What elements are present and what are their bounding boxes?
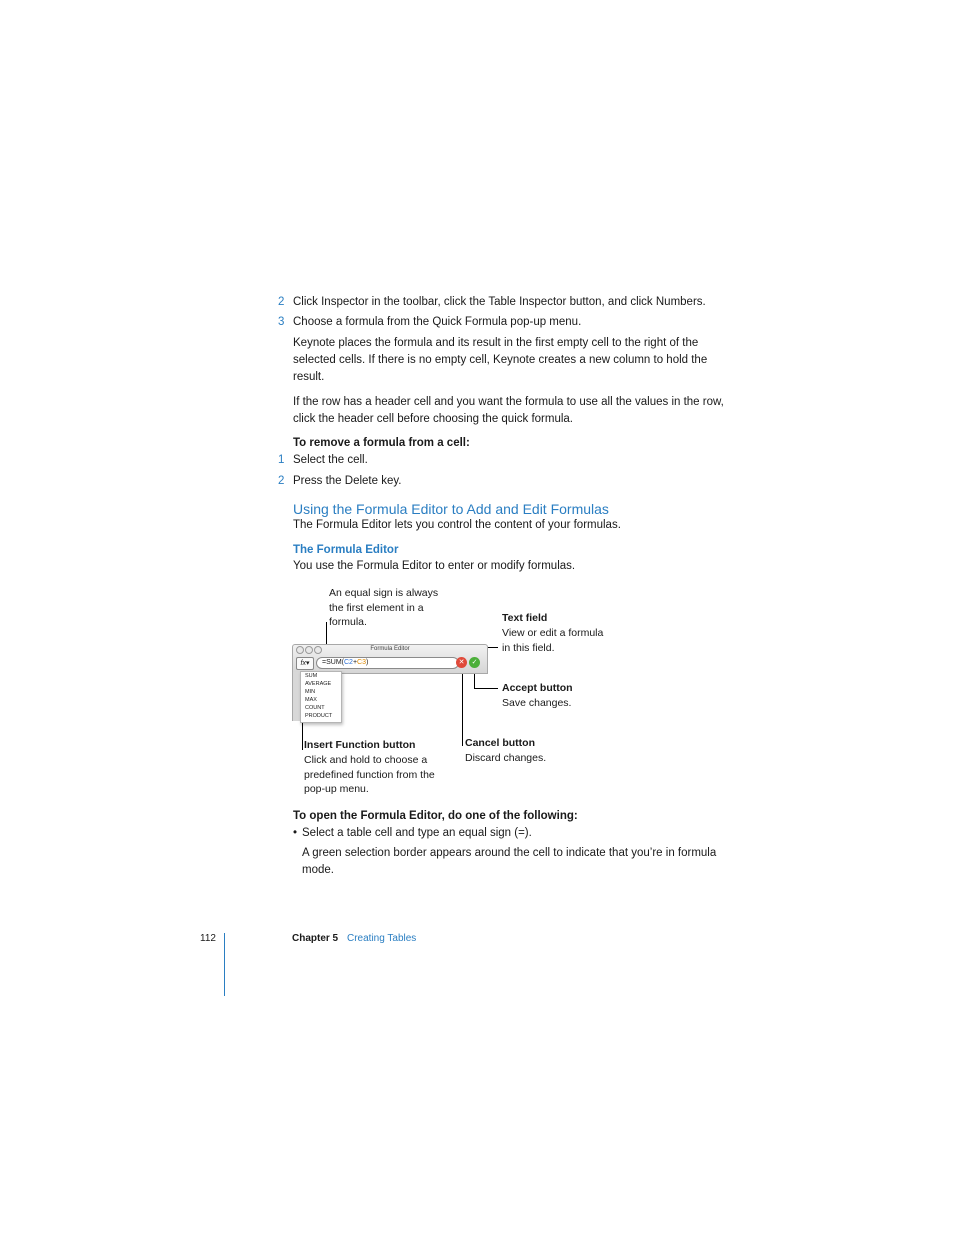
formula-operator: + <box>352 659 358 666</box>
callout-equal-sign: An equal sign is always the first element in a formula. <box>329 587 439 629</box>
callout-text-field-desc: View or edit a formula in this field. <box>502 627 604 654</box>
formula-equal-sign: = <box>322 659 327 666</box>
callout-text-field-title: Text field <box>502 612 548 624</box>
menu-item-max[interactable]: MAX <box>305 697 317 703</box>
footer-rule <box>224 933 225 996</box>
callout-insert-function-desc: Click and hold to choose a predefined function from the pop-up menu. <box>304 754 435 796</box>
formula-ref-1: C2 <box>343 659 353 666</box>
function-popup-menu <box>300 671 342 723</box>
bullet-1-follow: A green selection border appears around the cell to indicate that you’re in formula mode. <box>302 847 717 876</box>
menu-item-product[interactable]: PRODUCT <box>305 713 333 719</box>
callout-cancel-desc: Discard changes. <box>465 752 547 764</box>
leader-accept-h <box>474 688 498 689</box>
menu-item-sum[interactable]: SUM <box>305 673 318 679</box>
remove-step-1-number: 1 <box>278 454 285 466</box>
x-icon: ✕ <box>458 659 465 666</box>
step-2-text: Click Inspector in the toolbar, click the Table Inspector button, and click Numbers. <box>293 296 706 308</box>
page-number: 112 <box>200 933 216 944</box>
subsection-intro: You use the Formula Editor to enter or modify formulas. <box>293 560 576 572</box>
bullet-1-text: Select a table cell and type an equal sign (=). <box>302 827 532 839</box>
menu-item-min[interactable]: MIN <box>305 689 316 695</box>
fx-icon: fx <box>300 660 306 667</box>
section-intro: The Formula Editor lets you control the content of your formulas. <box>293 519 621 531</box>
cancel-button[interactable] <box>456 657 467 668</box>
remove-formula-heading: To remove a formula from a cell: <box>293 437 470 449</box>
remove-step-2-text: Press the Delete key. <box>293 475 402 487</box>
step-3-text: Choose a formula from the Quick Formula pop-up menu. <box>293 316 582 328</box>
callout-cancel-title: Cancel button <box>465 737 535 749</box>
paragraph-header-cell: If the row has a header cell and you want the formula to use all the values in the row, click the header cell before choosing the quick formula. <box>293 396 724 425</box>
callout-accept-desc: Save changes. <box>502 697 572 709</box>
bullet-icon: • <box>293 827 298 839</box>
subsection-heading: The Formula Editor <box>293 544 399 556</box>
callout-insert-function-title: Insert Function button <box>304 739 416 751</box>
footer-chapter-title: Creating Tables <box>347 933 417 944</box>
formula-editor-title: Formula Editor <box>370 646 410 652</box>
accept-button[interactable] <box>469 657 480 668</box>
open-formula-editor-heading: To open the Formula Editor, do one of the following: <box>293 810 578 822</box>
remove-step-2-number: 2 <box>278 475 285 487</box>
callout-accept-title: Accept button <box>502 682 573 694</box>
leader-cancel-v <box>462 668 463 746</box>
step-3-number: 3 <box>278 316 285 328</box>
checkmark-icon: ✓ <box>471 659 478 666</box>
section-heading: Using the Formula Editor to Add and Edit Formulas <box>293 501 609 517</box>
paragraph-result-placement: Keynote places the formula and its result in the first empty cell to the right of the selected cells. If there is no empty cell, Keynote creates a new column to hold the result. <box>293 337 708 383</box>
insert-function-button[interactable]: fx▾ <box>296 657 314 670</box>
step-2-number: 2 <box>278 296 285 308</box>
formula-text-field[interactable] <box>316 657 459 669</box>
formula-ref-2: C3 <box>357 659 366 666</box>
formula-function: SUM( <box>326 659 344 666</box>
footer-chapter-label: Chapter 5 <box>292 933 339 944</box>
remove-step-1-text: Select the cell. <box>293 454 368 466</box>
menu-item-average[interactable]: AVERAGE <box>305 681 332 687</box>
formula-close-paren: ) <box>365 659 369 666</box>
menu-item-count[interactable]: COUNT <box>305 705 325 711</box>
